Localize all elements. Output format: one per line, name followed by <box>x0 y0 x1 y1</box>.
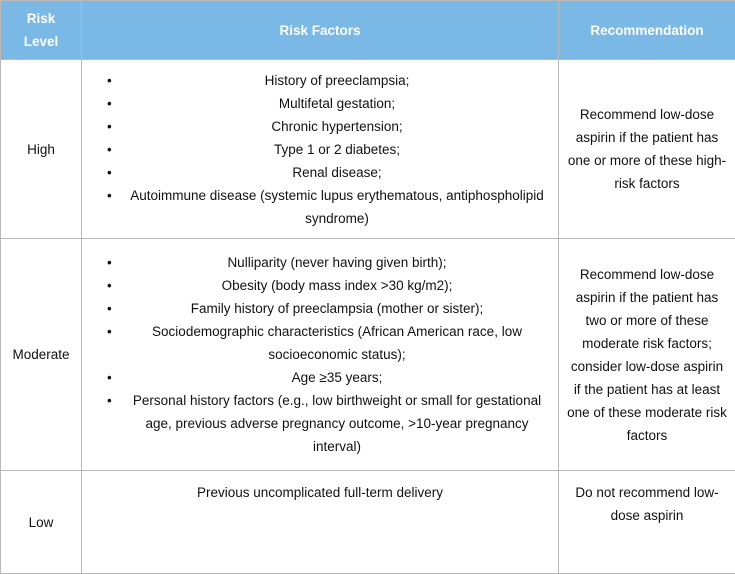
risk-factors-cell: Previous uncomplicated full-term delivery <box>82 471 559 574</box>
header-risk-level-line1: Risk <box>1 7 81 30</box>
risk-factor-text: Personal history factors (e.g., low birthweight or small for gestational age, previous adverse pregnancy outcome, >10-year pregnancy interval) <box>133 393 541 454</box>
list-item <box>82 138 558 161</box>
risk-factor-text: Nulliparity (never having given birth); <box>227 255 446 270</box>
risk-factor-text: Multifetal gestation; <box>279 96 395 111</box>
table-row-high <box>1 60 735 239</box>
list-item <box>82 69 558 92</box>
bullet-icon: • <box>107 320 112 343</box>
table-row-low <box>1 471 735 574</box>
risk-level-cell: Moderate <box>1 239 82 471</box>
bullet-icon: • <box>107 138 112 161</box>
header-risk-level <box>1 1 82 60</box>
list-item <box>82 251 558 274</box>
bullet-icon: • <box>107 274 112 297</box>
list-item <box>82 320 558 366</box>
risk-factor-text: Sociodemographic characteristics (African American race, low socioeconomic status); <box>152 324 522 362</box>
header-risk-level-line2: Level <box>1 30 81 53</box>
header-row <box>1 1 735 60</box>
bullet-icon: • <box>107 161 112 184</box>
risk-factor-text: Autoimmune disease (systemic lupus erythematous, antiphospholipid syndrome) <box>130 188 543 226</box>
risk-factor-text: Obesity (body mass index >30 kg/m2); <box>222 278 453 293</box>
bullet-icon: • <box>107 69 112 92</box>
header-risk-factors: Risk Factors <box>82 1 559 60</box>
risk-factor-text: Family history of preeclampsia (mother or sister); <box>191 301 484 316</box>
bullet-icon: • <box>107 184 112 207</box>
risk-level-cell: High <box>1 60 82 239</box>
risk-factor-text: Type 1 or 2 diabetes; <box>274 142 400 157</box>
bullet-icon: • <box>107 366 112 389</box>
recommendation-cell: Do not recommend low-dose aspirin <box>559 471 735 574</box>
recommendation-cell: Recommend low-dose aspirin if the patient has one or more of these high-risk factors <box>559 60 735 239</box>
list-item <box>82 184 558 230</box>
risk-factors-cell <box>82 60 559 239</box>
bullet-icon: • <box>107 92 112 115</box>
table-row-moderate <box>1 239 735 471</box>
risk-factor-text: Age ≥35 years; <box>292 370 383 385</box>
recommendation-cell: Recommend low-dose aspirin if the patient has two or more of these moderate risk factors; consider low-dose aspirin if the patient has at least one of these moderate risk factors <box>559 239 735 471</box>
risk-factor-list <box>82 69 558 230</box>
risk-level-cell: Low <box>1 471 82 574</box>
bullet-icon: • <box>107 297 112 320</box>
list-item <box>82 115 558 138</box>
header-recommendation: Recommendation <box>559 1 735 60</box>
bullet-icon: • <box>107 251 112 274</box>
risk-factor-text: Chronic hypertension; <box>271 119 402 134</box>
bullet-icon: • <box>107 389 112 412</box>
bullet-icon: • <box>107 115 112 138</box>
risk-factors-cell <box>82 239 559 471</box>
list-item <box>82 92 558 115</box>
list-item <box>82 274 558 297</box>
list-item <box>82 366 558 389</box>
risk-factor-list <box>82 251 558 458</box>
list-item <box>82 161 558 184</box>
risk-factor-text: History of preeclampsia; <box>265 73 410 88</box>
list-item <box>82 297 558 320</box>
list-item <box>82 389 558 458</box>
risk-factor-text: Renal disease; <box>292 165 381 180</box>
